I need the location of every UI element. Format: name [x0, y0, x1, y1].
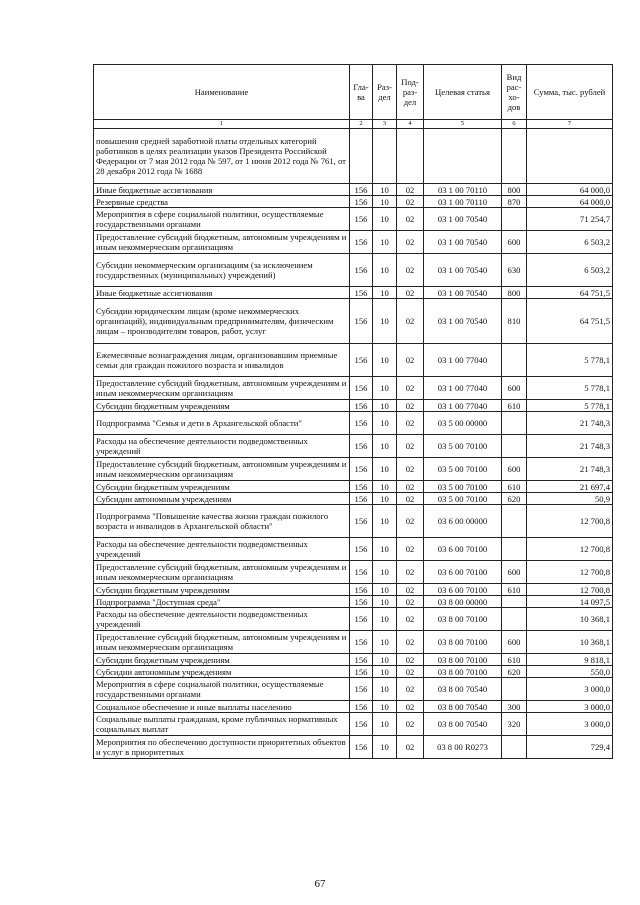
row-target: 03 8 00 00000 [424, 596, 502, 608]
row-podrazdel: 02 [397, 254, 424, 287]
row-vid: 600 [502, 377, 527, 400]
row-glava: 156 [350, 299, 373, 344]
row-name: Субсидии бюджетным учреждениям [94, 481, 350, 493]
row-razdel: 10 [373, 678, 397, 701]
row-razdel: 10 [373, 458, 397, 481]
row-sum: 3 000,0 [527, 701, 613, 713]
row-vid: 600 [502, 561, 527, 584]
row-sum: 12 700,8 [527, 584, 613, 596]
row-razdel: 10 [373, 208, 397, 231]
row-sum: 12 700,8 [527, 561, 613, 584]
row-glava: 156 [350, 538, 373, 561]
row-razdel: 10 [373, 400, 397, 412]
row-glava: 156 [350, 608, 373, 631]
row-glava: 156 [350, 631, 373, 654]
row-target: 03 1 00 70540 [424, 208, 502, 231]
row-glava: 156 [350, 493, 373, 505]
row-razdel: 10 [373, 481, 397, 493]
row-podrazdel: 02 [397, 654, 424, 666]
table-row [94, 678, 613, 701]
row-podrazdel: 02 [397, 412, 424, 435]
row-podrazdel: 02 [397, 713, 424, 736]
row-sum: 21 697,4 [527, 481, 613, 493]
row-name: Предоставление субсидий бюджетным, автономным учреждениям и иным некоммерческим организациям [94, 377, 350, 400]
row-name: Субсидии автономным учреждениям [94, 666, 350, 678]
colnum: 1 [94, 120, 350, 129]
colnum: 7 [527, 120, 613, 129]
row-target: 03 1 00 77040 [424, 377, 502, 400]
table-row [94, 481, 613, 493]
row-razdel: 10 [373, 299, 397, 344]
table-row [94, 736, 613, 759]
table-row [94, 631, 613, 654]
table-row [94, 561, 613, 584]
header-name: Наименование [94, 65, 350, 120]
table-row [94, 596, 613, 608]
row-vid [502, 344, 527, 377]
row-name: Мероприятия по обеспечению доступности приоритетных объектов и услуг в приоритетных [94, 736, 350, 759]
row-glava: 156 [350, 435, 373, 458]
row-razdel: 10 [373, 231, 397, 254]
row-glava: 156 [350, 701, 373, 713]
header-razdel: Раз-дел [373, 65, 397, 120]
row-podrazdel: 02 [397, 196, 424, 208]
page-number: 67 [314, 878, 326, 890]
row-sum: 12 700,8 [527, 505, 613, 538]
row-name: Предоставление субсидий бюджетным, автономным учреждениям и иным некоммерческим организациям [94, 458, 350, 481]
row-razdel: 10 [373, 184, 397, 196]
row-name: Субсидии бюджетным учреждениям [94, 654, 350, 666]
colnum: 4 [397, 120, 424, 129]
row-glava: 156 [350, 400, 373, 412]
table-row [94, 666, 613, 678]
row-vid [502, 435, 527, 458]
row-name: Субсидии автономным учреждениям [94, 493, 350, 505]
row-sum: 21 748,3 [527, 412, 613, 435]
row-glava: 156 [350, 713, 373, 736]
row-vid [502, 736, 527, 759]
row-vid: 610 [502, 400, 527, 412]
row-glava: 156 [350, 596, 373, 608]
row-razdel: 10 [373, 254, 397, 287]
row-sum [527, 129, 613, 184]
row-name: Мероприятия в сфере социальной политики, осуществляемые государственными органами [94, 208, 350, 231]
row-razdel: 10 [373, 713, 397, 736]
row-razdel: 10 [373, 412, 397, 435]
row-target: 03 1 00 77040 [424, 400, 502, 412]
row-podrazdel: 02 [397, 505, 424, 538]
row-podrazdel: 02 [397, 481, 424, 493]
table-row [94, 344, 613, 377]
row-razdel: 10 [373, 608, 397, 631]
row-razdel: 10 [373, 596, 397, 608]
row-podrazdel: 02 [397, 344, 424, 377]
row-glava: 156 [350, 678, 373, 701]
row-target: 03 5 00 70100 [424, 481, 502, 493]
row-name: Субсидии бюджетным учреждениям [94, 400, 350, 412]
row-vid: 610 [502, 481, 527, 493]
row-target: 03 5 00 70100 [424, 435, 502, 458]
table-row [94, 713, 613, 736]
table-row [94, 505, 613, 538]
row-target: 03 1 00 70540 [424, 254, 502, 287]
row-target: 03 5 00 70100 [424, 458, 502, 481]
row-podrazdel: 02 [397, 299, 424, 344]
row-podrazdel: 02 [397, 666, 424, 678]
row-sum: 71 254,7 [527, 208, 613, 231]
row-vid [502, 129, 527, 184]
table-row [94, 538, 613, 561]
row-target: 03 1 00 70110 [424, 184, 502, 196]
row-razdel: 10 [373, 654, 397, 666]
row-podrazdel: 02 [397, 736, 424, 759]
row-vid: 620 [502, 493, 527, 505]
row-target: 03 8 00 70100 [424, 631, 502, 654]
row-glava: 156 [350, 254, 373, 287]
row-sum: 14 097,5 [527, 596, 613, 608]
row-vid: 600 [502, 631, 527, 654]
row-razdel: 10 [373, 538, 397, 561]
row-target: 03 5 00 70100 [424, 493, 502, 505]
colnum: 2 [350, 120, 373, 129]
row-razdel: 10 [373, 344, 397, 377]
row-name: Социальные выплаты гражданам, кроме публичных нормативных социальных выплат [94, 713, 350, 736]
row-vid: 320 [502, 713, 527, 736]
row-sum: 6 503,2 [527, 231, 613, 254]
row-target: 03 1 00 77040 [424, 344, 502, 377]
row-target: 03 8 00 70540 [424, 713, 502, 736]
row-podrazdel: 02 [397, 538, 424, 561]
row-razdel: 10 [373, 736, 397, 759]
row-podrazdel: 02 [397, 435, 424, 458]
row-sum: 21 748,3 [527, 435, 613, 458]
row-name: повышения средней заработной платы отдельных категорий работников в целях реализации указов Президента Российской Федерации от 7 мая 2012 года № 597, от 1 июня 2012 года № 761, от 28 декабря 2012 года № 1688 [94, 129, 350, 184]
row-glava: 156 [350, 231, 373, 254]
row-target: 03 1 00 70540 [424, 299, 502, 344]
row-target: 03 1 00 70540 [424, 287, 502, 299]
row-name: Подпрограмма "Доступная среда" [94, 596, 350, 608]
row-target: 03 6 00 70100 [424, 561, 502, 584]
table-row [94, 287, 613, 299]
row-name: Резервные средства [94, 196, 350, 208]
row-sum: 64 751,5 [527, 299, 613, 344]
row-podrazdel [397, 129, 424, 184]
row-vid: 610 [502, 584, 527, 596]
row-target: 03 8 00 70100 [424, 608, 502, 631]
row-sum: 729,4 [527, 736, 613, 759]
row-sum: 64 751,5 [527, 287, 613, 299]
row-name: Расходы на обеспечение деятельности подведомственных учреждений [94, 608, 350, 631]
row-sum: 550,0 [527, 666, 613, 678]
row-sum: 5 778,1 [527, 400, 613, 412]
column-number-row [94, 120, 613, 129]
row-podrazdel: 02 [397, 184, 424, 196]
row-glava: 156 [350, 344, 373, 377]
row-glava: 156 [350, 184, 373, 196]
row-glava: 156 [350, 561, 373, 584]
row-vid: 810 [502, 299, 527, 344]
row-glava: 156 [350, 196, 373, 208]
colnum: 6 [502, 120, 527, 129]
row-glava: 156 [350, 481, 373, 493]
row-podrazdel: 02 [397, 493, 424, 505]
row-name: Подпрограмма "Семья и дети в Архангельской области" [94, 412, 350, 435]
row-vid: 300 [502, 701, 527, 713]
row-glava: 156 [350, 458, 373, 481]
colnum: 5 [424, 120, 502, 129]
row-vid [502, 505, 527, 538]
row-sum: 3 000,0 [527, 713, 613, 736]
row-sum: 64 000,0 [527, 184, 613, 196]
row-podrazdel: 02 [397, 584, 424, 596]
row-glava [350, 129, 373, 184]
row-name: Субсидии бюджетным учреждениям [94, 584, 350, 596]
row-target: 03 8 00 70100 [424, 654, 502, 666]
table-row [94, 254, 613, 287]
row-podrazdel: 02 [397, 631, 424, 654]
table-row [94, 231, 613, 254]
table-row [94, 458, 613, 481]
row-glava: 156 [350, 412, 373, 435]
row-podrazdel: 02 [397, 678, 424, 701]
row-name: Предоставление субсидий бюджетным, автономным учреждениям и иным некоммерческим организациям [94, 561, 350, 584]
row-target: 03 6 00 70100 [424, 538, 502, 561]
row-podrazdel: 02 [397, 561, 424, 584]
row-sum: 3 000,0 [527, 678, 613, 701]
row-podrazdel: 02 [397, 608, 424, 631]
row-razdel: 10 [373, 287, 397, 299]
row-sum: 50,9 [527, 493, 613, 505]
table-row [94, 412, 613, 435]
table-row [94, 129, 613, 184]
row-target: 03 8 00 70540 [424, 701, 502, 713]
row-vid: 630 [502, 254, 527, 287]
row-target: 03 8 00 70540 [424, 678, 502, 701]
row-name: Предоставление субсидий бюджетным, автономным учреждениям и иным некоммерческим организациям [94, 231, 350, 254]
table-body [94, 129, 613, 759]
row-glava: 156 [350, 736, 373, 759]
row-vid [502, 208, 527, 231]
table-row [94, 184, 613, 196]
row-razdel: 10 [373, 435, 397, 458]
row-sum: 12 700,8 [527, 538, 613, 561]
row-glava: 156 [350, 654, 373, 666]
header-podrazdel: Под-раз-дел [397, 65, 424, 120]
table-row [94, 196, 613, 208]
row-vid: 600 [502, 458, 527, 481]
row-sum: 9 818,1 [527, 654, 613, 666]
row-name: Иные бюджетные ассигнования [94, 184, 350, 196]
row-vid: 800 [502, 287, 527, 299]
row-vid: 870 [502, 196, 527, 208]
row-razdel: 10 [373, 561, 397, 584]
row-name: Подпрограмма "Повышение качества жизни граждан пожилого возраста и инвалидов в Архангельской области" [94, 505, 350, 538]
row-name: Расходы на обеспечение деятельности подведомственных учреждений [94, 538, 350, 561]
row-podrazdel: 02 [397, 208, 424, 231]
table-row [94, 654, 613, 666]
row-podrazdel: 02 [397, 377, 424, 400]
row-name: Субсидии юридическим лицам (кроме некоммерческих организаций), индивидуальным предпринимателям, физическим лицам – производителям товаров, работ, услуг [94, 299, 350, 344]
row-target: 03 6 00 70100 [424, 584, 502, 596]
row-name: Иные бюджетные ассигнования [94, 287, 350, 299]
table-row [94, 701, 613, 713]
header-glava: Гла-ва [350, 65, 373, 120]
row-razdel: 10 [373, 631, 397, 654]
row-target: 03 1 00 70540 [424, 231, 502, 254]
row-sum: 21 748,3 [527, 458, 613, 481]
row-vid: 610 [502, 654, 527, 666]
row-vid [502, 596, 527, 608]
row-target: 03 6 00 00000 [424, 505, 502, 538]
row-vid: 800 [502, 184, 527, 196]
row-vid: 600 [502, 231, 527, 254]
row-razdel: 10 [373, 377, 397, 400]
row-name: Субсидии некоммерческим организациям (за исключением государственных (муниципальных) учреждений) [94, 254, 350, 287]
header-sum: Сумма, тыс. рублей [527, 65, 613, 120]
row-target: 03 1 00 70110 [424, 196, 502, 208]
row-glava: 156 [350, 287, 373, 299]
header-target: Целевая статья [424, 65, 502, 120]
row-razdel: 10 [373, 493, 397, 505]
row-sum: 6 503,2 [527, 254, 613, 287]
row-name: Социальное обеспечение и иные выплаты населению [94, 701, 350, 713]
row-glava: 156 [350, 208, 373, 231]
table-row [94, 377, 613, 400]
row-name: Расходы на обеспечение деятельности подведомственных учреждений [94, 435, 350, 458]
row-target: 03 8 00 R0273 [424, 736, 502, 759]
row-target: 03 5 00 00000 [424, 412, 502, 435]
row-vid: 620 [502, 666, 527, 678]
row-razdel: 10 [373, 666, 397, 678]
row-sum: 10 368,1 [527, 608, 613, 631]
row-podrazdel: 02 [397, 287, 424, 299]
row-glava: 156 [350, 584, 373, 596]
table-row [94, 435, 613, 458]
row-podrazdel: 02 [397, 400, 424, 412]
table-row [94, 400, 613, 412]
row-vid [502, 412, 527, 435]
budget-table [93, 64, 613, 759]
row-name: Предоставление субсидий бюджетным, автономным учреждениям и иным некоммерческим организациям [94, 631, 350, 654]
header-vid: Вид рас-хо-дов [502, 65, 527, 120]
row-razdel: 10 [373, 196, 397, 208]
row-sum: 10 368,1 [527, 631, 613, 654]
row-glava: 156 [350, 377, 373, 400]
row-vid [502, 608, 527, 631]
row-vid [502, 678, 527, 701]
row-razdel: 10 [373, 584, 397, 596]
table-row [94, 584, 613, 596]
colnum: 3 [373, 120, 397, 129]
table-row [94, 608, 613, 631]
row-razdel [373, 129, 397, 184]
row-name: Ежемесячные вознаграждения лицам, организовавшим приемные семьи для граждан пожилого возраста и инвалидов [94, 344, 350, 377]
row-glava: 156 [350, 666, 373, 678]
row-glava: 156 [350, 505, 373, 538]
row-sum: 64 000,0 [527, 196, 613, 208]
row-vid [502, 538, 527, 561]
table-row [94, 493, 613, 505]
row-podrazdel: 02 [397, 701, 424, 713]
row-target: 03 8 00 70100 [424, 666, 502, 678]
row-podrazdel: 02 [397, 231, 424, 254]
row-name: Мероприятия в сфере социальной политики, осуществляемые государственными органами [94, 678, 350, 701]
header-row [94, 65, 613, 120]
row-podrazdel: 02 [397, 458, 424, 481]
row-razdel: 10 [373, 505, 397, 538]
row-target [424, 129, 502, 184]
row-sum: 5 778,1 [527, 344, 613, 377]
row-sum: 5 778,1 [527, 377, 613, 400]
row-razdel: 10 [373, 701, 397, 713]
table-row [94, 208, 613, 231]
table-row [94, 299, 613, 344]
row-podrazdel: 02 [397, 596, 424, 608]
